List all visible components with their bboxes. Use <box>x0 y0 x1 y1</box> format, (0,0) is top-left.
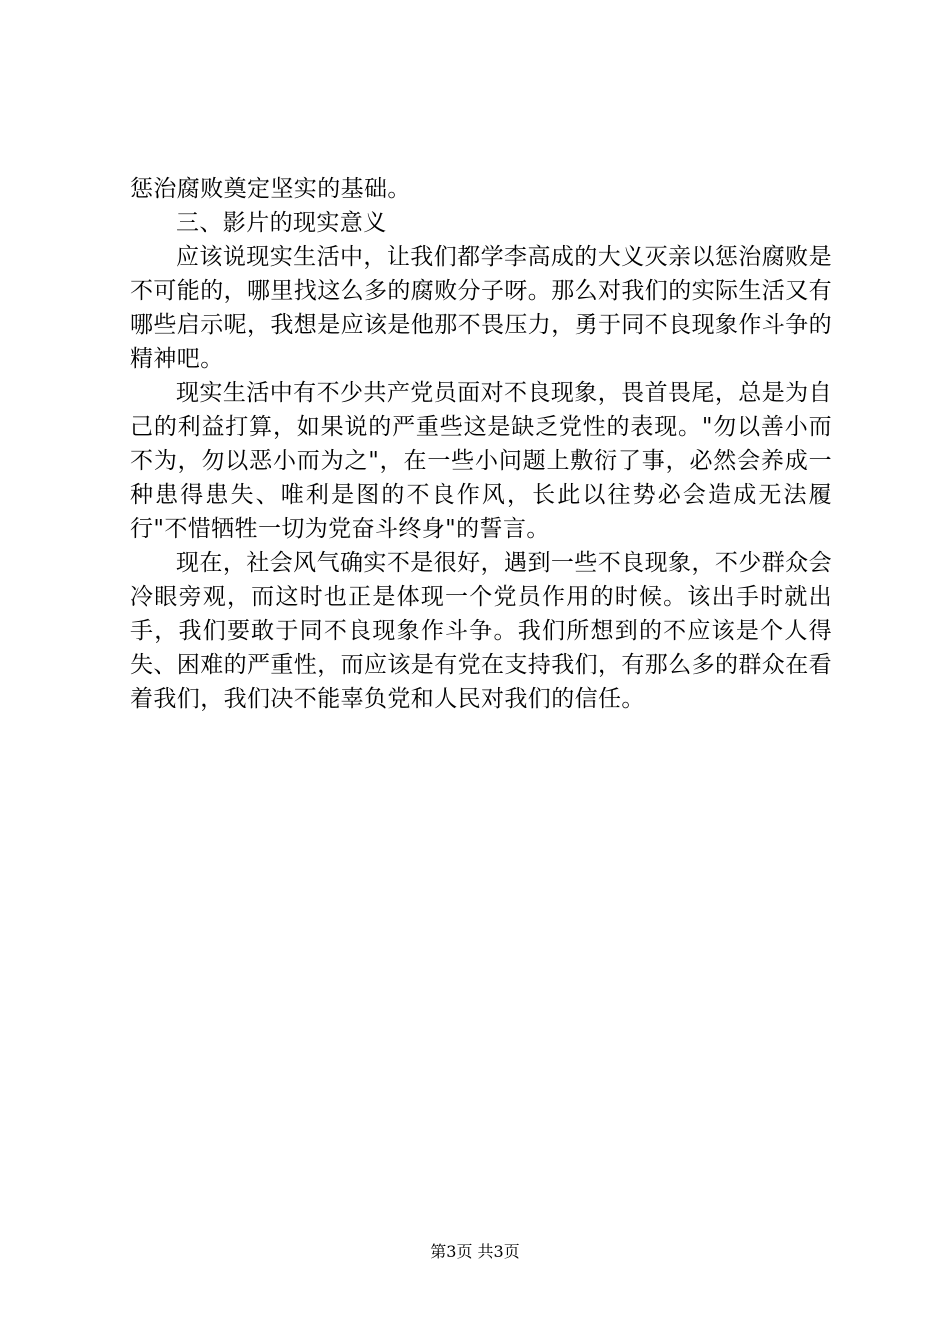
paragraph-continuation: 惩治腐败奠定坚实的基础。 <box>130 176 411 202</box>
document-body <box>130 172 832 716</box>
page-number-footer: 第3页 共3页 <box>430 1242 520 1261</box>
paragraph: 应该说现实生活中，让我们都学李高成的大义灭亲以惩治腐败是不可能的，哪里找这么多的腐败分子呀。那么对我们的实际生活又有哪些启示呢，我想是应该是他那不畏压力，勇于同不良现象作斗争的精神吧。 <box>130 244 832 372</box>
paragraph: 现在，社会风气确实不是很好，遇到一些不良现象，不少群众会冷眼旁观，而这时也正是体现一个党员作用的时候。该出手时就出手，我们要敢于同不良现象作斗争。我们所想到的不应该是个人得失、困难的严重性，而应该是有党在支持我们，有那么多的群众在看着我们，我们决不能辜负党和人民对我们的信任。 <box>130 550 832 712</box>
paragraph: 现实生活中有不少共产党员面对不良现象，畏首畏尾，总是为自己的利益打算，如果说的严重些这是缺乏党性的表现。"勿以善小而不为，勿以恶小而为之"，在一些小问题上敷衍了事，必然会养成一种患得患失、唯利是图的不良作风，长此以往势必会造成无法履行"不惜牺牲一切为党奋斗终身"的誓言。 <box>130 380 832 542</box>
section-heading: 三、影片的现实意义 <box>176 210 387 236</box>
